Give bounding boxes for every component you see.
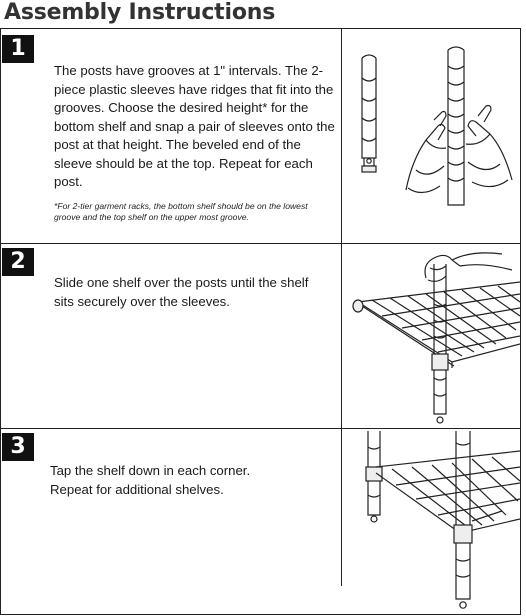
step-3-line-2: Repeat for additional shelves. <box>50 481 224 497</box>
post-and-sleeve-illustration <box>342 30 520 242</box>
hands-snapping-sleeves-drawing <box>406 47 512 205</box>
left-post-drawing <box>366 431 382 522</box>
page-title: Assembly Instructions <box>4 0 276 25</box>
step-2-text: Slide one shelf over the posts until the shelf sits securely over the sleeves. <box>54 275 309 309</box>
step-number-badge: 1 <box>2 35 34 63</box>
shelf-tapped-down-illustration <box>342 429 520 616</box>
wire-shelf-drawing <box>376 451 520 533</box>
step-number-badge: 3 <box>2 433 34 461</box>
step-3-text <box>50 462 330 499</box>
post-drawing <box>432 264 448 423</box>
step-3-line-1: Tap the shelf down in each corner. <box>50 463 251 478</box>
step-number-badge: 2 <box>2 248 34 276</box>
post-drawing <box>362 55 376 172</box>
shelf-over-post-illustration <box>342 244 520 428</box>
hand-holding-post-drawing <box>425 253 512 281</box>
step-1-text: The posts have grooves at 1" intervals. The 2-piece plastic sleeves have ridges that fit into the grooves. Choose the desired height* for the bottom shelf and snap a pair of sleeves onto the post at that height. The beveled end of the sleeve should be at the top. Repeat for each post. <box>54 63 335 189</box>
step-1-footnote: *For 2-tier garment racks, the bottom shelf should be on the lowest groove and the top shelf on the upper most groove. <box>54 201 308 222</box>
